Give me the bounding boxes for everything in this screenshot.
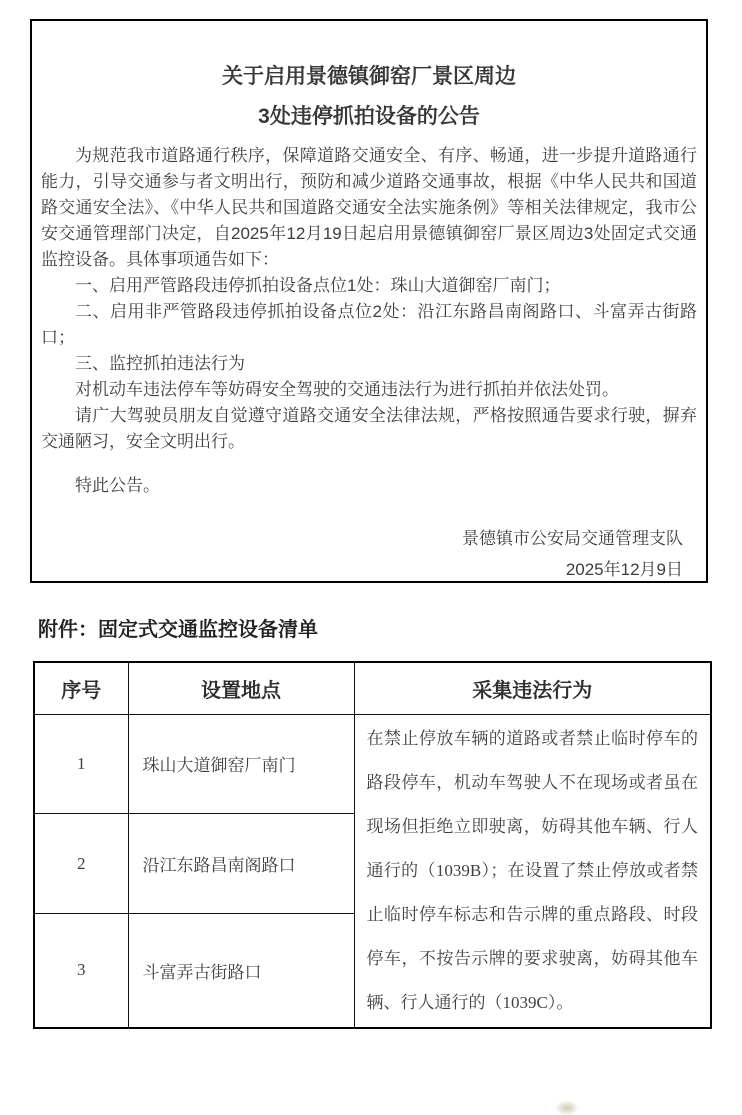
announcement-title-line1: 关于启用景德镇御窑厂景区周边 <box>222 65 516 88</box>
announcement-closing: 特此公告。 <box>75 476 160 495</box>
issuing-authority: 景德镇市公安局交通管理支队 <box>462 529 683 548</box>
column-header-index: 序号 <box>34 662 128 714</box>
device-list-table <box>33 661 712 1029</box>
table-header-row <box>34 662 711 714</box>
announcement-item-2: 二、启用非严管路段违停抓拍设备点位2处：沿江东路昌南阁路口、斗富弄古街路口； <box>41 302 697 347</box>
row-location: 珠山大道御窑厂南门 <box>128 714 354 814</box>
row-index: 3 <box>34 914 128 1028</box>
announcement-item-1: 一、启用严管路段违停抓拍设备点位1处：珠山大道御窑厂南门； <box>75 276 561 295</box>
announcement-box <box>30 19 708 583</box>
row-index: 2 <box>34 814 128 914</box>
column-header-violation: 采集违法行为 <box>354 662 711 714</box>
column-header-location: 设置地点 <box>128 662 354 714</box>
row-location: 沿江东路昌南阁路口 <box>128 814 354 914</box>
watermark-fragment <box>556 1101 578 1115</box>
announcement-title-line2: 3处违停抓拍设备的公告 <box>258 105 480 128</box>
row-index: 1 <box>34 714 128 814</box>
announcement-paragraph: 为规范我市道路通行秩序，保障道路交通安全、有序、畅通，进一步提升道路通行能力，引导交通参与者文明出行，预防和减少道路交通事故，根据《中华人民共和国道路交通安全法》、《中华人民共和国道路交通安全法实施条例》等相关法律规定，我市公安交通管理部门决定，自2025年12月19日起启用景德镇御窑厂景区周边3处固定式交通监控设备。具体事项通告如下： <box>41 146 697 269</box>
table-row <box>34 714 711 814</box>
issue-date: 2025年12月9日 <box>565 560 683 579</box>
attachment-heading: 附件：固定式交通监控设备清单 <box>38 619 318 641</box>
violation-description-cell: 在禁止停放车辆的道路或者禁止临时停车的路段停车，机动车驾驶人不在现场或者虽在现场但拒绝立即驶离，妨碍其他车辆、行人通行的（1039B）；在设置了禁止停放或者禁止临时停车标志和告示牌的重点路段、时段停车，不按告示牌的要求驶离，妨碍其他车辆、行人通行的（1039C）。 <box>354 714 711 1028</box>
announcement-paragraph: 对机动车违法停车等妨碍安全驾驶的交通违法行为进行抓拍并依法处罚。 <box>75 380 619 399</box>
announcement-paragraph: 请广大驾驶员朋友自觉遵守道路交通安全法律法规，严格按照通告要求行驶，摒弃交通陋习，安全文明出行。 <box>41 406 697 451</box>
signature-block <box>41 523 697 585</box>
announcement-title <box>41 57 697 137</box>
row-location: 斗富弄古街路口 <box>128 914 354 1028</box>
announcement-body <box>41 143 697 455</box>
announcement-item-3: 三、监控抓拍违法行为 <box>75 354 245 373</box>
